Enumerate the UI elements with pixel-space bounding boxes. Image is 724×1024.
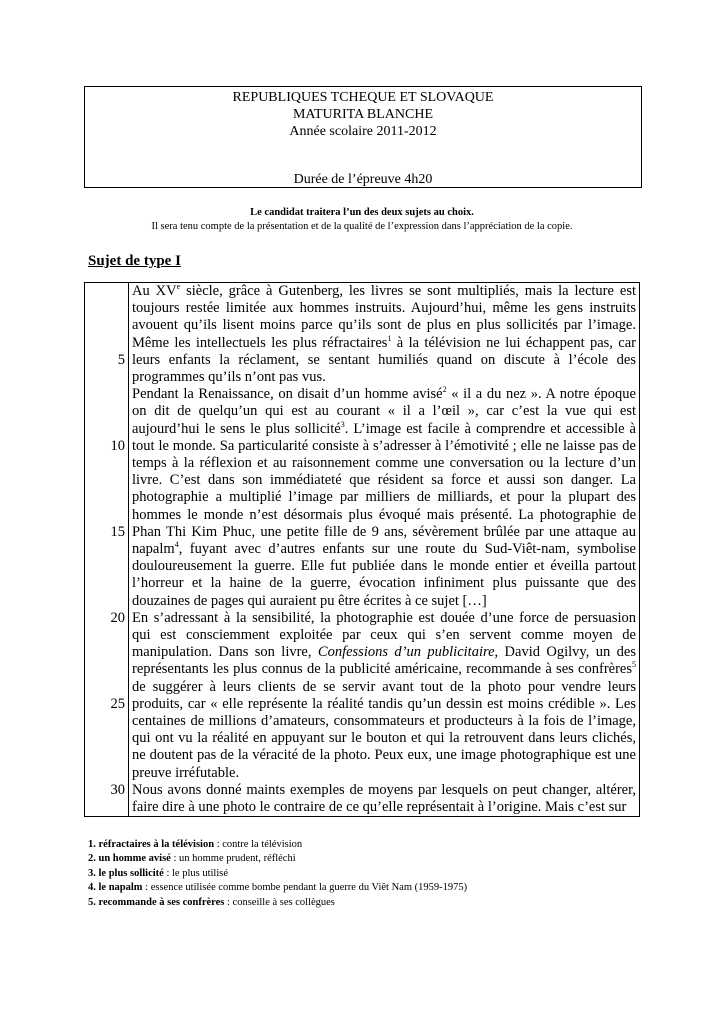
text-table [84, 282, 640, 817]
text-segment: 2 [442, 385, 447, 395]
text-segment: on dit de quelqu’un qui est au courant « il a l’œil », car c’est la vue qui est [132, 403, 636, 420]
header-line-year: Année scolaire 2011-2012 [289, 124, 437, 139]
footnote-term: 3. le plus sollicité [88, 867, 164, 879]
text-segment: Pendant la Renaissance, on disait d’un homme avisé [132, 386, 443, 403]
header-duration: Durée de l’épreuve 4h20 [293, 172, 433, 187]
footnote-item [88, 896, 467, 910]
line-number: 5 [117, 351, 125, 368]
subject-title: Sujet de type I [88, 253, 181, 269]
text-line [132, 661, 636, 678]
line-number: 30 [110, 781, 125, 798]
footnote-definition: : un homme prudent, réfléchi [170, 853, 296, 865]
line-number-column [85, 283, 129, 816]
text-line [132, 644, 636, 661]
footnotes [88, 838, 467, 910]
text-segment: Au XV [132, 283, 177, 299]
text-segment: faire dire à une photo le contraire de ce qu’elle représentait à l’origine. Mais c’est sur [132, 799, 627, 816]
text-line [132, 507, 636, 524]
text-line [132, 283, 636, 300]
line-number: 10 [110, 437, 125, 454]
footnote-item [88, 881, 467, 895]
text-line [132, 575, 636, 592]
text-segment: , David Ogilvy, un des [494, 644, 636, 661]
text-segment: l’horreur et la haine de la guerre, évocation infiniment plus puissante que des [132, 575, 636, 592]
text-segment: douzaines de pages qui auraient pu être écrites à ce sujet […] [132, 592, 487, 609]
text-line [132, 386, 636, 403]
text-line [132, 799, 636, 816]
text-segment: avouent qu’ils lisent moins parce qu’ils sont de plus en plus sollicités par l’image. [132, 317, 636, 334]
text-segment: siècle, grâce à Gutenberg, les livres se sont multipliés, mais la lecture est [180, 283, 636, 299]
text-line [132, 627, 636, 644]
footnote-item [88, 838, 467, 852]
text-segment: Phan Thi Kim Phuc, une petite fille de 9 ans, sévèrement brûlée par une attaque au [132, 523, 636, 540]
text-segment: « il a du nez ». A notre époque [446, 386, 636, 403]
text-segment: produits, car « elle représente la réalité tandis qu’un dessin est moins crédible ». Les [132, 695, 636, 712]
text-segment: preuve irréfutable. [132, 764, 240, 781]
header-line-exam: MATURITA BLANCHE [292, 107, 434, 122]
text-segment: douloureusement la guerre. Elle fut publiée dans le monde entier et éveilla partout [132, 558, 636, 575]
exam-header-box [84, 86, 642, 188]
text-segment: 1 [387, 333, 392, 343]
text-line [132, 593, 636, 610]
text-line [132, 765, 636, 782]
text-segment: aujourd’hui le sens le plus sollicité [132, 420, 341, 437]
text-line [132, 300, 636, 317]
text-segment: qui est consciemment exploitée par ceux qui s’en servent comme moyen de [132, 627, 636, 644]
text-line [132, 421, 636, 438]
text-segment: 5 [632, 660, 636, 670]
text-line [132, 524, 636, 541]
line-number: 25 [110, 695, 125, 712]
instruction-presentation: Il sera tenu compte de la présentation et de la qualité de l’expression dans l’appréciation de la copie. [151, 221, 573, 232]
text-line [132, 679, 636, 696]
text-line [132, 558, 636, 575]
text-line [132, 782, 636, 799]
text-segment: En s’adressant à la sensibilité, la photographie est douée d’une force de persuasion [132, 609, 636, 626]
text-segment: . L’image est facile à comprendre et accessible à [344, 420, 636, 437]
text-segment: à la télévision ne lui échappent pas, car [391, 334, 636, 351]
text-body [132, 283, 636, 816]
text-segment: toujours restée limitée aux hommes instruits. Aujourd’hui, même les gens instruits [132, 300, 636, 317]
text-segment: programmes qu’ils n’ont pas vus. [132, 369, 326, 386]
text-segment: manipulation. Dans son livre, [132, 644, 318, 661]
text-line [132, 747, 636, 764]
footnote-definition: : conseille à ses collègues [224, 896, 335, 908]
text-segment: de suggérer à leurs clients de se servir avant tout de la photo pour vendre leurs [132, 678, 636, 695]
footnote-item [88, 852, 467, 866]
text-segment: photographie a multiplié l’image par milliers de milliards, et pour la plupart des [132, 489, 636, 506]
footnote-term: 4. le napalm [88, 882, 143, 894]
text-segment: , fuyant avec d’autres enfants sur une route du Sud-Viêt-nam, symbolise [178, 541, 636, 558]
footnote-definition: : essence utilisée comme bombe pendant la guerre du Viêt Nam (1959-1975) [142, 882, 468, 894]
text-segment: napalm [132, 541, 175, 558]
text-segment: 4 [174, 540, 179, 550]
text-segment: représentants les plus connus de la publicité américaine, recommande à ses confrères [132, 661, 632, 678]
text-line [132, 696, 636, 713]
text-segment: temps à la réflexion et au raisonnement comme une conversation ou la lecture d’un [132, 455, 636, 472]
text-line [132, 541, 636, 558]
text-segment: livre. C’est dans son immédiateté que résident sa force et aussi son danger. La [132, 472, 636, 489]
text-line [132, 472, 636, 489]
text-segment: Nous avons donné maints exemples de moyens par lesquels on peut changer, altérer, [132, 781, 636, 798]
text-segment: e [176, 282, 181, 292]
text-segment: centaines de millions d’amateurs, consommateurs et producteurs à la fois de l’image, [132, 713, 636, 730]
text-line [132, 369, 636, 386]
text-segment: Confessions d’un publicitaire [317, 644, 495, 661]
text-segment: ne doutent pas de la véracité de la photo. Peux eux, une image photographique est une [132, 747, 636, 764]
text-segment: tout le monde. Sa particularité consiste à s’adresser à l’émotivité ; elle ne laisse pas de [132, 437, 636, 454]
text-segment: qui ont vu la réalité en appuyant sur le bouton et qui la retrouvent dans leurs clichés, [132, 730, 636, 747]
line-number: 15 [110, 523, 125, 540]
text-line [132, 455, 636, 472]
text-line [132, 713, 636, 730]
text-line [132, 730, 636, 747]
text-line [132, 610, 636, 627]
text-line [132, 438, 636, 455]
text-line [132, 403, 636, 420]
text-line [132, 335, 636, 352]
text-line [132, 317, 636, 334]
footnote-definition: : le plus utilisé [163, 867, 229, 879]
line-number: 20 [110, 609, 125, 626]
instruction-choice: Le candidat traitera l’un des deux sujets au choix. [250, 207, 474, 218]
footnote-item [88, 867, 467, 881]
text-line [132, 489, 636, 506]
text-segment: 3 [340, 419, 345, 429]
footnote-term: 2. un homme avisé [88, 853, 171, 865]
text-line [132, 352, 636, 369]
text-segment: Même les intellectuels les plus réfractaires [132, 334, 388, 351]
footnote-definition: : contre la télévision [214, 839, 303, 850]
text-segment: leurs enfants la réclament, se sentant humiliés quand on discute à l’école des [132, 351, 636, 368]
text-segment: hommes le monde n’est désormais plus évoqué mais présenté. La photographie de [132, 506, 636, 523]
footnote-term: 5. recommande à ses confrères [88, 896, 225, 908]
footnote-term: 1. réfractaires à la télévision [88, 839, 215, 850]
header-line-country: REPUBLIQUES TCHEQUE ET SLOVAQUE [232, 90, 494, 105]
